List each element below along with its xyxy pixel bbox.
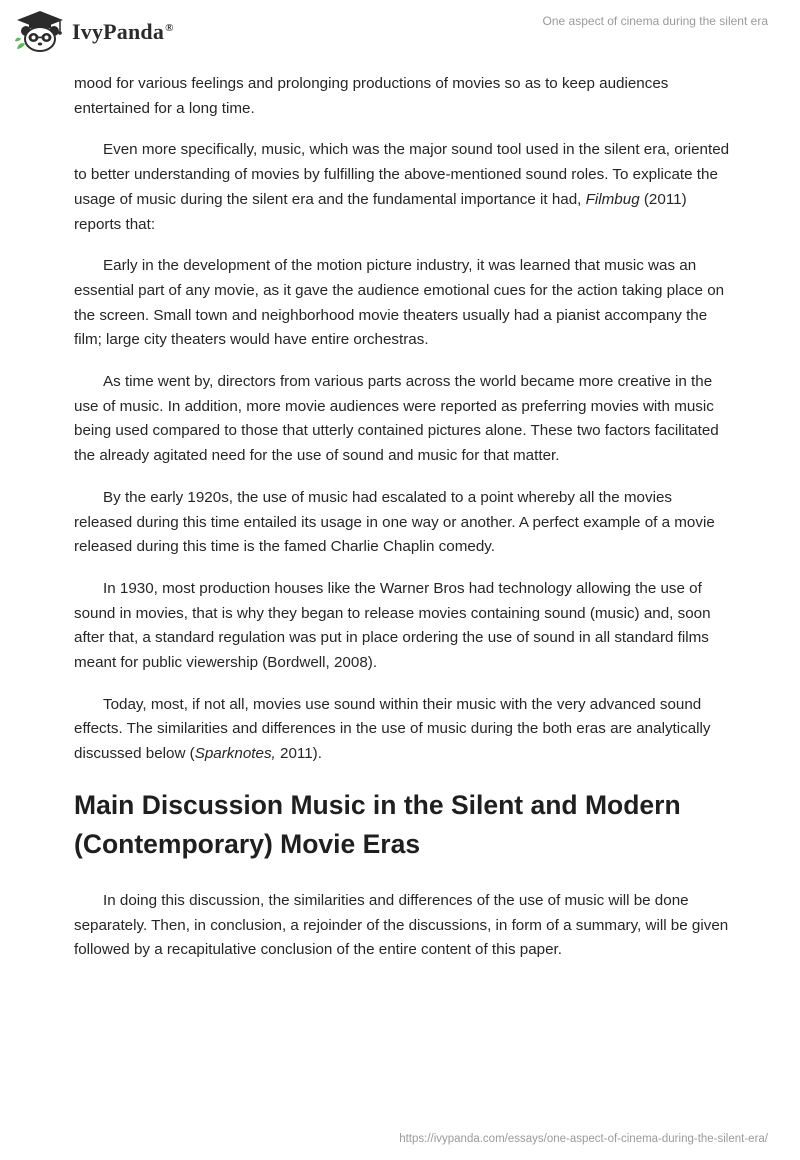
essay-body bbox=[74, 72, 734, 980]
paragraph-8: In doing this discussion, the similarities and differences of the use of music will be done separately. Then, in conclusion, a rejoinder of the discussions, in form of a summary, will be given followed by a recapitulative conclusion of the entire content of this paper. bbox=[74, 891, 729, 959]
page-header bbox=[0, 0, 800, 70]
section-heading: Main Discussion Music in the Silent and Modern (Contemporary) Movie Eras bbox=[74, 789, 681, 859]
source-url[interactable]: https://ivypanda.com/essays/one-aspect-of-cinema-during-the-silent-era/ bbox=[399, 1133, 768, 1145]
paragraph-7: Today, most, if not all, movies use sound within their music with the very advanced sound effects. The similarities and differences in the use of music during the both eras are analytically discussed below (Sparknotes, 2011). bbox=[74, 695, 711, 763]
quote-paragraph: Early in the development of the motion picture industry, it was learned that music was an essential part of any movie, as it gave the audience emotional cues for the action taking place on the screen. Small town and neighborhood movie theaters usually had a pianist accompany the film; large city theaters would have entire orchestras. bbox=[74, 257, 725, 349]
paragraph-5: By the early 1920s, the use of music had escalated to a point whereby all the movies released during this time entailed its usage in one way or another. A perfect example of a movie released during this time is the famed Charlie Chaplin comedy. bbox=[74, 488, 715, 556]
document-title: One aspect of cinema during the silent era bbox=[542, 14, 768, 28]
paragraph-6: In 1930, most production houses like the Warner Bros had technology allowing the use of sound in movies, that is why they began to release movies containing sound (music) and, soon after that, a standard regulation was put in place ordering the use of sound in all standard films meant for public viewership (Bordwell, 2008). bbox=[74, 579, 711, 672]
paragraph-2: Even more specifically, music, which was the major sound tool used in the silent era, oriented to better understanding of movies by fulfilling the above-mentioned sound roles. To explicate the usage of music during the silent era and the fundamental importance it had, Filmbug (2011) reports that: bbox=[74, 141, 730, 233]
ivypanda-logo[interactable] bbox=[14, 10, 174, 54]
citation-filmbug: Filmbug bbox=[585, 190, 640, 208]
brand-name: IvyPanda® bbox=[72, 19, 174, 44]
paragraph-1: mood for various feelings and prolonging productions of movies so as to keep audiences entertained for a long time. bbox=[74, 75, 669, 117]
citation-sparknotes: Sparknotes, bbox=[194, 745, 276, 763]
paragraph-4: As time went by, directors from various parts across the world became more creative in the use of music. In addition, more movie audiences were reported as preferring movies with music being used compared to those that utterly contained pictures alone. These two factors facilitated the already agitated need for the use of sound and music for that matter. bbox=[74, 373, 719, 465]
panda-graduate-icon bbox=[14, 10, 66, 54]
